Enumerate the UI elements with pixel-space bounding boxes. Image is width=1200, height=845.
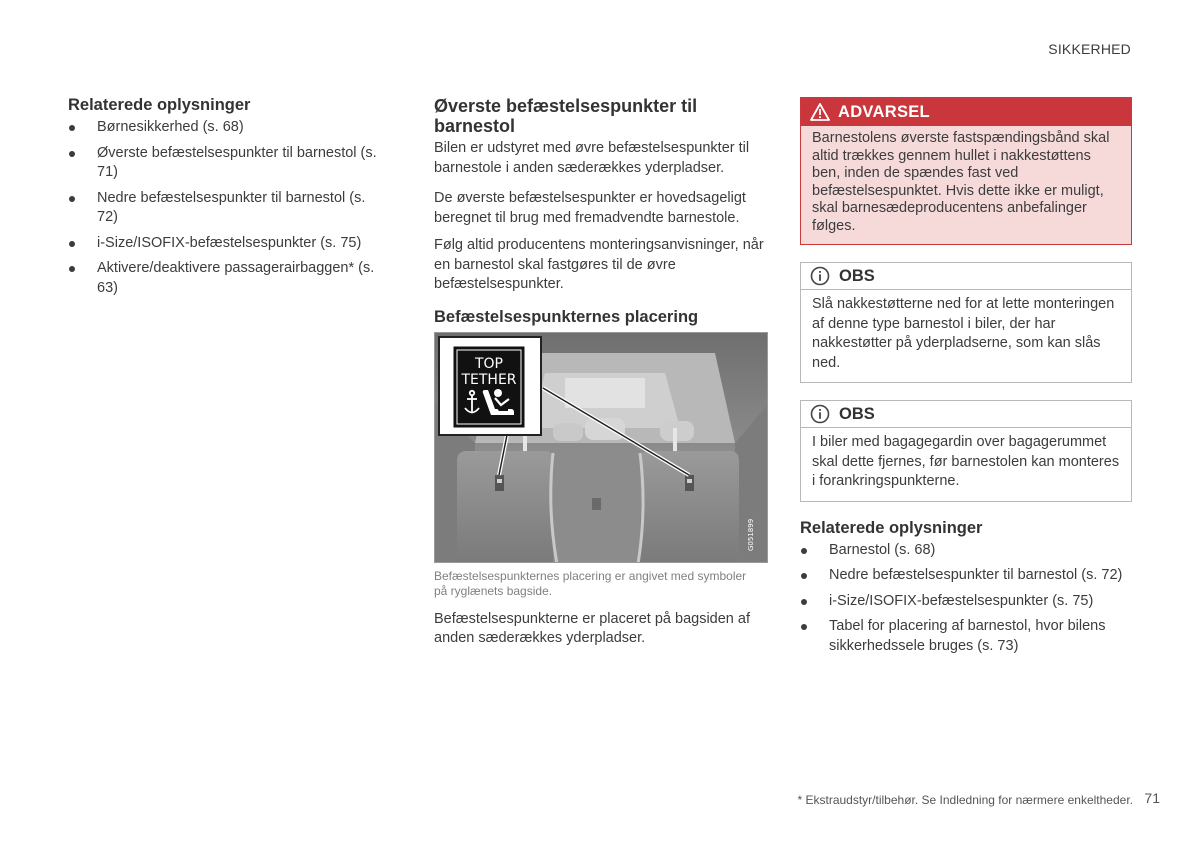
- figure-caption: Befæstelsespunkternes placering er angivet med symboler på ryglænets bagside.: [434, 568, 747, 598]
- note-box: [800, 262, 1132, 383]
- footnote: * Ekstraudstyr/tilbehør. Se Indledning for nærmere enkeltheder.: [797, 793, 1133, 807]
- note-text: I biler med bagagegardin over bagagerummet skal dette fjernes, før barnestolen kan monteres i forankringspunkterne.: [812, 434, 1120, 489]
- warning-header: [801, 98, 1131, 126]
- page-number: 71: [1144, 790, 1160, 806]
- list-item[interactable]: i-Size/ISOFIX-befæstelsespunkter (s. 75): [68, 234, 386, 254]
- info-icon: [810, 266, 830, 286]
- article-title: Øverste befæstelsespunkter til barnestol: [434, 96, 698, 136]
- paragraph: Befæstelsespunkterne er placeret på bagsiden af anden sæderækkes yderpladser.: [434, 610, 750, 646]
- column-right: [800, 97, 1132, 662]
- section-header: SIKKERHED: [1048, 41, 1131, 57]
- badge-tether-text: TETHER: [461, 371, 517, 388]
- note-header: [801, 263, 1131, 290]
- list-item[interactable]: i-Size/ISOFIX-befæstelsespunkter (s. 75): [800, 592, 1132, 612]
- rear-seats-image: [435, 333, 768, 563]
- list-item[interactable]: Aktivere/deaktivere passagerairbaggen* (s. 63): [68, 259, 386, 298]
- related-info-list: [68, 118, 386, 298]
- list-item[interactable]: Barnestol (s. 68): [800, 541, 1132, 561]
- seat-illustration: [434, 332, 768, 563]
- list-item[interactable]: Tabel for placering af barnestol, hvor bilens sikkerhedssele bruges (s. 73): [800, 617, 1132, 656]
- related-info-list: [800, 541, 1132, 657]
- intro-paragraph: Bilen er udstyret med øvre befæstelsespunkter til barnestole i anden sæderækkes yderpladser.: [434, 140, 750, 176]
- info-icon: [810, 404, 830, 424]
- column-middle: [434, 96, 768, 649]
- column-left: [68, 96, 386, 304]
- list-item[interactable]: Børnesikkerhed (s. 68): [68, 118, 386, 138]
- warning-triangle-icon: [810, 103, 830, 121]
- note-title: OBS: [839, 404, 875, 423]
- paragraph: Følg altid producentens monteringsanvisninger, når en barnestol skal fastgøres til de øvre befæstelsespunkter.: [434, 237, 764, 292]
- list-item[interactable]: Øverste befæstelsespunkter til barnestol (s. 71): [68, 144, 386, 183]
- figure-code: G051899: [747, 518, 755, 551]
- placement-subheading: Befæstelsespunkternes placering: [434, 307, 699, 326]
- related-info-heading: Relaterede oplysninger: [68, 96, 251, 114]
- list-item[interactable]: Nedre befæstelsespunkter til barnestol (s. 72): [68, 189, 386, 228]
- warning-title: ADVARSEL: [838, 102, 930, 121]
- note-title: OBS: [839, 266, 875, 285]
- note-header: [801, 401, 1131, 428]
- related-info-heading: Relaterede oplysninger: [800, 518, 983, 537]
- warning-text: Barnestolens øverste fastspændingsbånd skal altid trækkes gennem hullet i nakkestøttens ben, inden de spændes fast ved befæstelsespunktet. Hvis dette ikke er muligt, skal barnesædeproducentens anbefalinger følges.: [812, 130, 1110, 234]
- list-item[interactable]: Nedre befæstelsespunkter til barnestol (s. 72): [800, 566, 1132, 586]
- note-text: Slå nakkestøtterne ned for at lette monteringen af denne type barnestol i biler, der har nakkestøtter på yderpladserne, som kan slås ned.: [812, 296, 1115, 371]
- warning-box: [800, 97, 1132, 245]
- note-box: [800, 400, 1132, 502]
- badge-top-text: TOP: [474, 355, 504, 372]
- paragraph: De øverste befæstelsespunkter er hovedsageligt beregnet til brug med fremadvendte barnestole.: [434, 190, 746, 226]
